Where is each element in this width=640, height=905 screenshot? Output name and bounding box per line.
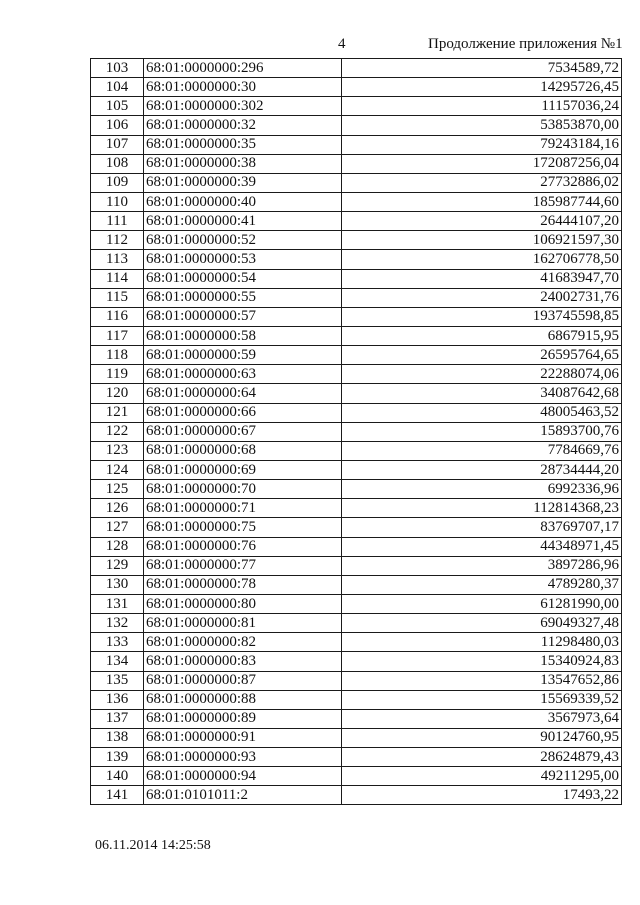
cadastral-number-cell: 68:01:0000000:89	[144, 709, 342, 728]
cadastral-number-cell: 68:01:0000000:76	[144, 537, 342, 556]
table-row	[91, 307, 622, 326]
row-number-cell: 107	[91, 135, 144, 154]
table-row	[91, 594, 622, 613]
row-number-cell: 131	[91, 594, 144, 613]
table-row	[91, 575, 622, 594]
cadastral-number-cell: 68:01:0101011:2	[144, 786, 342, 805]
row-number-cell: 136	[91, 690, 144, 709]
cadastral-value-cell: 28624879,43	[342, 748, 622, 767]
table-row	[91, 480, 622, 499]
table-row	[91, 250, 622, 269]
cadastral-value-cell: 3567973,64	[342, 709, 622, 728]
row-number-cell: 135	[91, 671, 144, 690]
cadastral-value-cell: 48005463,52	[342, 403, 622, 422]
cadastral-number-cell: 68:01:0000000:77	[144, 556, 342, 575]
cadastral-number-cell: 68:01:0000000:302	[144, 97, 342, 116]
cadastral-value-table	[90, 58, 622, 805]
cadastral-number-cell: 68:01:0000000:78	[144, 575, 342, 594]
row-number-cell: 125	[91, 480, 144, 499]
cadastral-number-cell: 68:01:0000000:94	[144, 767, 342, 786]
table-row	[91, 709, 622, 728]
cadastral-number-cell: 68:01:0000000:80	[144, 594, 342, 613]
cadastral-value-cell: 13547652,86	[342, 671, 622, 690]
cadastral-value-cell: 83769707,17	[342, 518, 622, 537]
cadastral-value-cell: 90124760,95	[342, 728, 622, 747]
row-number-cell: 140	[91, 767, 144, 786]
cadastral-value-cell: 172087256,04	[342, 154, 622, 173]
cadastral-value-cell: 162706778,50	[342, 250, 622, 269]
row-number-cell: 138	[91, 728, 144, 747]
cadastral-value-cell: 15340924,83	[342, 652, 622, 671]
row-number-cell: 120	[91, 384, 144, 403]
row-number-cell: 123	[91, 441, 144, 460]
row-number-cell: 129	[91, 556, 144, 575]
table-row	[91, 97, 622, 116]
table-row	[91, 614, 622, 633]
row-number-cell: 124	[91, 460, 144, 479]
cadastral-number-cell: 68:01:0000000:41	[144, 212, 342, 231]
cadastral-number-cell: 68:01:0000000:38	[144, 154, 342, 173]
table-row	[91, 173, 622, 192]
table-row	[91, 422, 622, 441]
cadastral-number-cell: 68:01:0000000:82	[144, 633, 342, 652]
table-row	[91, 384, 622, 403]
row-number-cell: 121	[91, 403, 144, 422]
cadastral-value-cell: 26444107,20	[342, 212, 622, 231]
cadastral-value-cell: 15893700,76	[342, 422, 622, 441]
row-number-cell: 137	[91, 709, 144, 728]
table-row	[91, 59, 622, 78]
table-row	[91, 499, 622, 518]
cadastral-value-cell: 106921597,30	[342, 231, 622, 250]
row-number-cell: 117	[91, 326, 144, 345]
cadastral-number-cell: 68:01:0000000:81	[144, 614, 342, 633]
cadastral-value-cell: 24002731,76	[342, 288, 622, 307]
page-number: 4	[338, 36, 346, 52]
print-timestamp: 06.11.2014 14:25:58	[95, 838, 211, 853]
cadastral-number-cell: 68:01:0000000:54	[144, 269, 342, 288]
table-row	[91, 556, 622, 575]
cadastral-number-cell: 68:01:0000000:91	[144, 728, 342, 747]
continuation-note: Продолжение приложения №1	[428, 36, 623, 52]
cadastral-value-cell: 61281990,00	[342, 594, 622, 613]
row-number-cell: 130	[91, 575, 144, 594]
row-number-cell: 109	[91, 173, 144, 192]
cadastral-value-cell: 7784669,76	[342, 441, 622, 460]
table-row	[91, 231, 622, 250]
cadastral-value-cell: 7534589,72	[342, 59, 622, 78]
table-row	[91, 786, 622, 805]
table-row	[91, 728, 622, 747]
row-number-cell: 104	[91, 78, 144, 97]
table-row	[91, 326, 622, 345]
row-number-cell: 112	[91, 231, 144, 250]
table-row	[91, 154, 622, 173]
table-row	[91, 518, 622, 537]
row-number-cell: 103	[91, 59, 144, 78]
row-number-cell: 133	[91, 633, 144, 652]
cadastral-number-cell: 68:01:0000000:32	[144, 116, 342, 135]
cadastral-value-cell: 11157036,24	[342, 97, 622, 116]
cadastral-value-cell: 53853870,00	[342, 116, 622, 135]
table-row	[91, 537, 622, 556]
table-row	[91, 135, 622, 154]
cadastral-value-cell: 34087642,68	[342, 384, 622, 403]
table-row	[91, 690, 622, 709]
table-row	[91, 403, 622, 422]
cadastral-number-cell: 68:01:0000000:30	[144, 78, 342, 97]
table-row	[91, 288, 622, 307]
cadastral-value-cell: 26595764,65	[342, 346, 622, 365]
cadastral-value-cell: 49211295,00	[342, 767, 622, 786]
table-row	[91, 78, 622, 97]
cadastral-value-cell: 17493,22	[342, 786, 622, 805]
cadastral-number-cell: 68:01:0000000:57	[144, 307, 342, 326]
cadastral-number-cell: 68:01:0000000:88	[144, 690, 342, 709]
table-row	[91, 441, 622, 460]
row-number-cell: 108	[91, 154, 144, 173]
cadastral-number-cell: 68:01:0000000:52	[144, 231, 342, 250]
cadastral-value-cell: 15569339,52	[342, 690, 622, 709]
cadastral-number-cell: 68:01:0000000:63	[144, 365, 342, 384]
cadastral-number-cell: 68:01:0000000:66	[144, 403, 342, 422]
table-row	[91, 212, 622, 231]
cadastral-number-cell: 68:01:0000000:71	[144, 499, 342, 518]
table-row	[91, 671, 622, 690]
cadastral-value-cell: 79243184,16	[342, 135, 622, 154]
cadastral-number-cell: 68:01:0000000:83	[144, 652, 342, 671]
cadastral-number-cell: 68:01:0000000:40	[144, 192, 342, 211]
cadastral-value-cell: 4789280,37	[342, 575, 622, 594]
row-number-cell: 110	[91, 192, 144, 211]
cadastral-value-cell: 11298480,03	[342, 633, 622, 652]
cadastral-value-cell: 185987744,60	[342, 192, 622, 211]
row-number-cell: 119	[91, 365, 144, 384]
row-number-cell: 126	[91, 499, 144, 518]
table-row	[91, 460, 622, 479]
row-number-cell: 106	[91, 116, 144, 135]
row-number-cell: 134	[91, 652, 144, 671]
cadastral-value-cell: 3897286,96	[342, 556, 622, 575]
table-row	[91, 365, 622, 384]
cadastral-value-cell: 6992336,96	[342, 480, 622, 499]
row-number-cell: 105	[91, 97, 144, 116]
cadastral-value-cell: 22288074,06	[342, 365, 622, 384]
cadastral-value-cell: 112814368,23	[342, 499, 622, 518]
row-number-cell: 132	[91, 614, 144, 633]
row-number-cell: 116	[91, 307, 144, 326]
cadastral-number-cell: 68:01:0000000:64	[144, 384, 342, 403]
cadastral-number-cell: 68:01:0000000:296	[144, 59, 342, 78]
table-row	[91, 346, 622, 365]
row-number-cell: 139	[91, 748, 144, 767]
row-number-cell: 128	[91, 537, 144, 556]
cadastral-value-cell: 6867915,95	[342, 326, 622, 345]
table-row	[91, 192, 622, 211]
cadastral-number-cell: 68:01:0000000:70	[144, 480, 342, 499]
cadastral-value-cell: 41683947,70	[342, 269, 622, 288]
row-number-cell: 122	[91, 422, 144, 441]
row-number-cell: 141	[91, 786, 144, 805]
cadastral-number-cell: 68:01:0000000:87	[144, 671, 342, 690]
cadastral-number-cell: 68:01:0000000:35	[144, 135, 342, 154]
cadastral-number-cell: 68:01:0000000:58	[144, 326, 342, 345]
cadastral-number-cell: 68:01:0000000:39	[144, 173, 342, 192]
table-row	[91, 269, 622, 288]
table-body	[91, 59, 622, 805]
cadastral-value-cell: 44348971,45	[342, 537, 622, 556]
cadastral-number-cell: 68:01:0000000:67	[144, 422, 342, 441]
table-row	[91, 116, 622, 135]
row-number-cell: 115	[91, 288, 144, 307]
cadastral-number-cell: 68:01:0000000:59	[144, 346, 342, 365]
table-row	[91, 652, 622, 671]
cadastral-number-cell: 68:01:0000000:53	[144, 250, 342, 269]
cadastral-value-cell: 14295726,45	[342, 78, 622, 97]
cadastral-number-cell: 68:01:0000000:69	[144, 460, 342, 479]
table-row	[91, 767, 622, 786]
row-number-cell: 127	[91, 518, 144, 537]
cadastral-value-cell: 69049327,48	[342, 614, 622, 633]
table-row	[91, 748, 622, 767]
cadastral-value-cell: 27732886,02	[342, 173, 622, 192]
cadastral-number-cell: 68:01:0000000:93	[144, 748, 342, 767]
cadastral-value-cell: 28734444,20	[342, 460, 622, 479]
row-number-cell: 114	[91, 269, 144, 288]
cadastral-number-cell: 68:01:0000000:55	[144, 288, 342, 307]
table-row	[91, 633, 622, 652]
cadastral-number-cell: 68:01:0000000:75	[144, 518, 342, 537]
row-number-cell: 113	[91, 250, 144, 269]
cadastral-number-cell: 68:01:0000000:68	[144, 441, 342, 460]
cadastral-value-cell: 193745598,85	[342, 307, 622, 326]
row-number-cell: 111	[91, 212, 144, 231]
row-number-cell: 118	[91, 346, 144, 365]
